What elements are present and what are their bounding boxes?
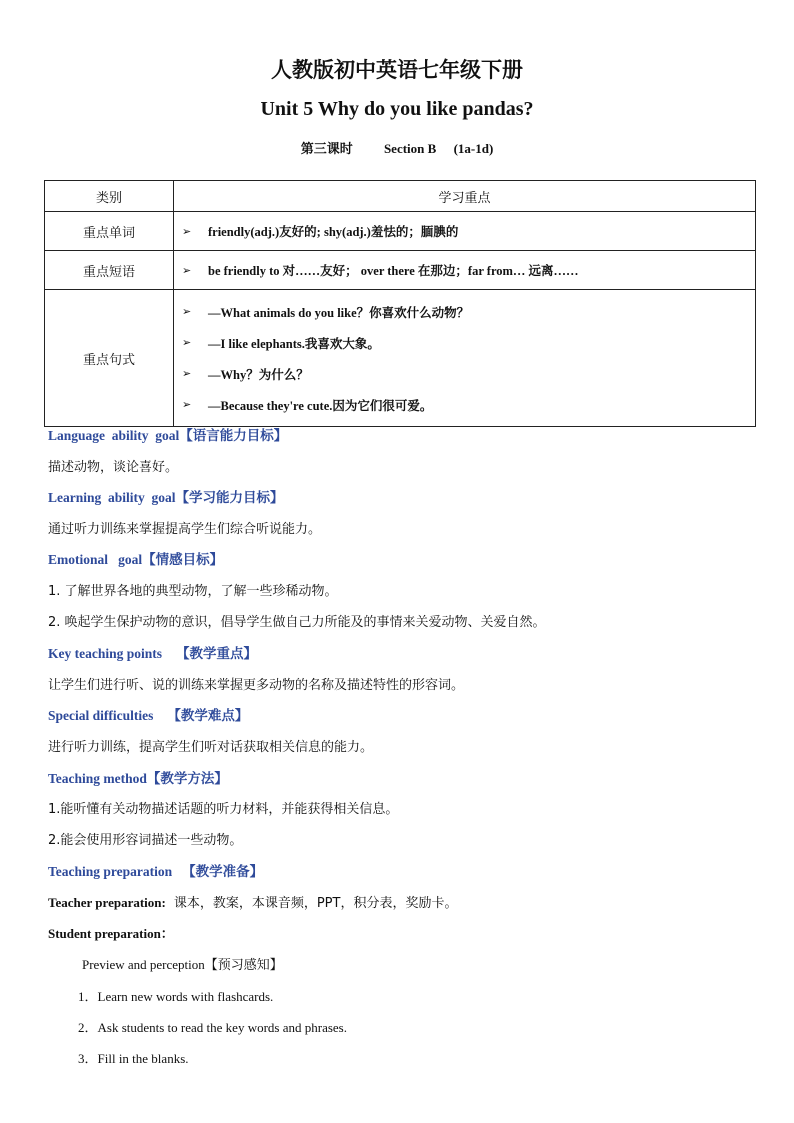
column-header-focus: 学习重点: [174, 181, 756, 212]
heading-en: Teaching preparation: [48, 864, 173, 879]
bullet-arrow-icon: ➢: [182, 305, 192, 318]
teacher-preparation: [48, 892, 457, 911]
focus-line: [174, 389, 755, 420]
document-title-en: Unit 5 Why do you like pandas?: [260, 98, 534, 120]
row-content: [174, 290, 756, 427]
section-label: Section B: [383, 141, 437, 156]
bullet-arrow-icon: ➢: [182, 224, 192, 238]
heading-cn: 【教学重点】: [176, 646, 258, 662]
row-category: 重点句式: [45, 290, 174, 427]
heading-en: Key teaching points: [48, 646, 163, 661]
heading-cn: 【教学难点】: [167, 708, 249, 724]
column-header-category: 类别: [45, 181, 174, 212]
table-header-row: [45, 181, 756, 212]
heading-preparation: [48, 860, 263, 880]
method-item: 2.能会使用形容词描述一些动物。: [48, 833, 243, 848]
focus-line: [174, 260, 755, 280]
row-content: [174, 251, 756, 290]
lesson-subtitle: [0, 138, 794, 157]
emotional-goal-item: 2. 唤起学生保护动物的意识，倡导学生做自己力所能及的事情来关爱动物、关爱自然。: [48, 615, 546, 630]
heading-emotional-goal: [48, 548, 223, 568]
heading-key-points: [48, 642, 257, 662]
focus-line: [174, 221, 755, 241]
heading-difficulties: [48, 704, 248, 724]
preview-item: 1．Learn new words with flashcards.: [78, 989, 274, 1004]
teacher-preparation-text: 课本，教案，本课音频，PPT，积分表，奖励卡。: [173, 896, 458, 911]
heading-en: Language ability goal: [48, 428, 180, 443]
heading-method: [48, 767, 228, 787]
row-category: 重点短语: [45, 251, 174, 290]
section-range: (1a-1d): [453, 141, 494, 156]
bullet-arrow-icon: ➢: [182, 367, 192, 380]
focus-text: —What animals do you like？你喜欢什么动物？: [208, 305, 470, 320]
student-preparation: [48, 923, 174, 942]
heading-en: Teaching method: [48, 771, 147, 786]
teacher-preparation-label: Teacher preparation:: [48, 895, 166, 910]
focus-text: be friendly to 对……友好； over there 在那边；far from… 远离……: [208, 264, 579, 278]
heading-cn: 【学习能力目标】: [175, 490, 284, 506]
emotional-goal-item: 1. 了解世界各地的典型动物，了解一些珍稀动物。: [48, 584, 338, 599]
heading-en: Special difficulties: [48, 708, 154, 723]
difficulties-text: 进行听力训练，提高学生们听对话获取相关信息的能力。: [48, 740, 374, 755]
lesson-number: 第三课时: [300, 142, 353, 157]
heading-en: Learning ability goal: [48, 490, 176, 505]
heading-cn: 【教学准备】: [182, 864, 264, 880]
preview-item: 2．Ask students to read the key words and phrases.: [78, 1020, 347, 1035]
row-content: [174, 212, 756, 251]
key-points-text: 让学生们进行听、说的训练来掌握更多动物的名称及描述特性的形容词。: [48, 678, 465, 693]
focus-text: —I like elephants.我喜欢大象。: [208, 336, 380, 351]
heading-learning-goal: [48, 486, 284, 506]
focus-line: [174, 358, 755, 389]
bullet-arrow-icon: ➢: [182, 398, 192, 411]
method-item: 1.能听懂有关动物描述话题的听力材料，并能获得相关信息。: [48, 802, 399, 817]
preview-item: 3．Fill in the blanks.: [78, 1051, 189, 1066]
heading-cn: 【语言能力目标】: [179, 428, 288, 444]
focus-text: —Because they're cute.因为它们很可爱。: [208, 398, 433, 413]
row-category: 重点单词: [45, 212, 174, 251]
table-row: [45, 290, 756, 427]
heading-cn: 【情感目标】: [142, 552, 224, 568]
preview-cn: 【预习感知】: [204, 958, 283, 973]
heading-en: Emotional goal: [48, 552, 143, 567]
focus-text: —Why？为什么？: [208, 367, 309, 382]
heading-cn: 【教学方法】: [146, 771, 228, 787]
preview-en: Preview and perception: [82, 957, 205, 972]
bullet-arrow-icon: ➢: [182, 263, 192, 277]
language-goal-text: 描述动物，谈论喜好。: [48, 460, 179, 475]
student-preparation-label: Student preparation：: [48, 926, 174, 941]
document-title-cn: 人教版初中英语七年级下册: [271, 58, 523, 82]
focus-line: [174, 296, 755, 327]
learning-goal-text: 通过听力训练来掌握提高学生们综合听说能力。: [48, 522, 322, 537]
table-row: [45, 251, 756, 290]
heading-language-goal: [48, 424, 287, 444]
focus-text: friendly(adj.)友好的; shy(adj.)羞怯的；腼腆的: [208, 225, 459, 239]
study-focus-table: [44, 180, 756, 427]
bullet-arrow-icon: ➢: [182, 336, 192, 349]
table-row: [45, 212, 756, 251]
focus-line: [174, 327, 755, 358]
preview-heading: [82, 954, 283, 973]
